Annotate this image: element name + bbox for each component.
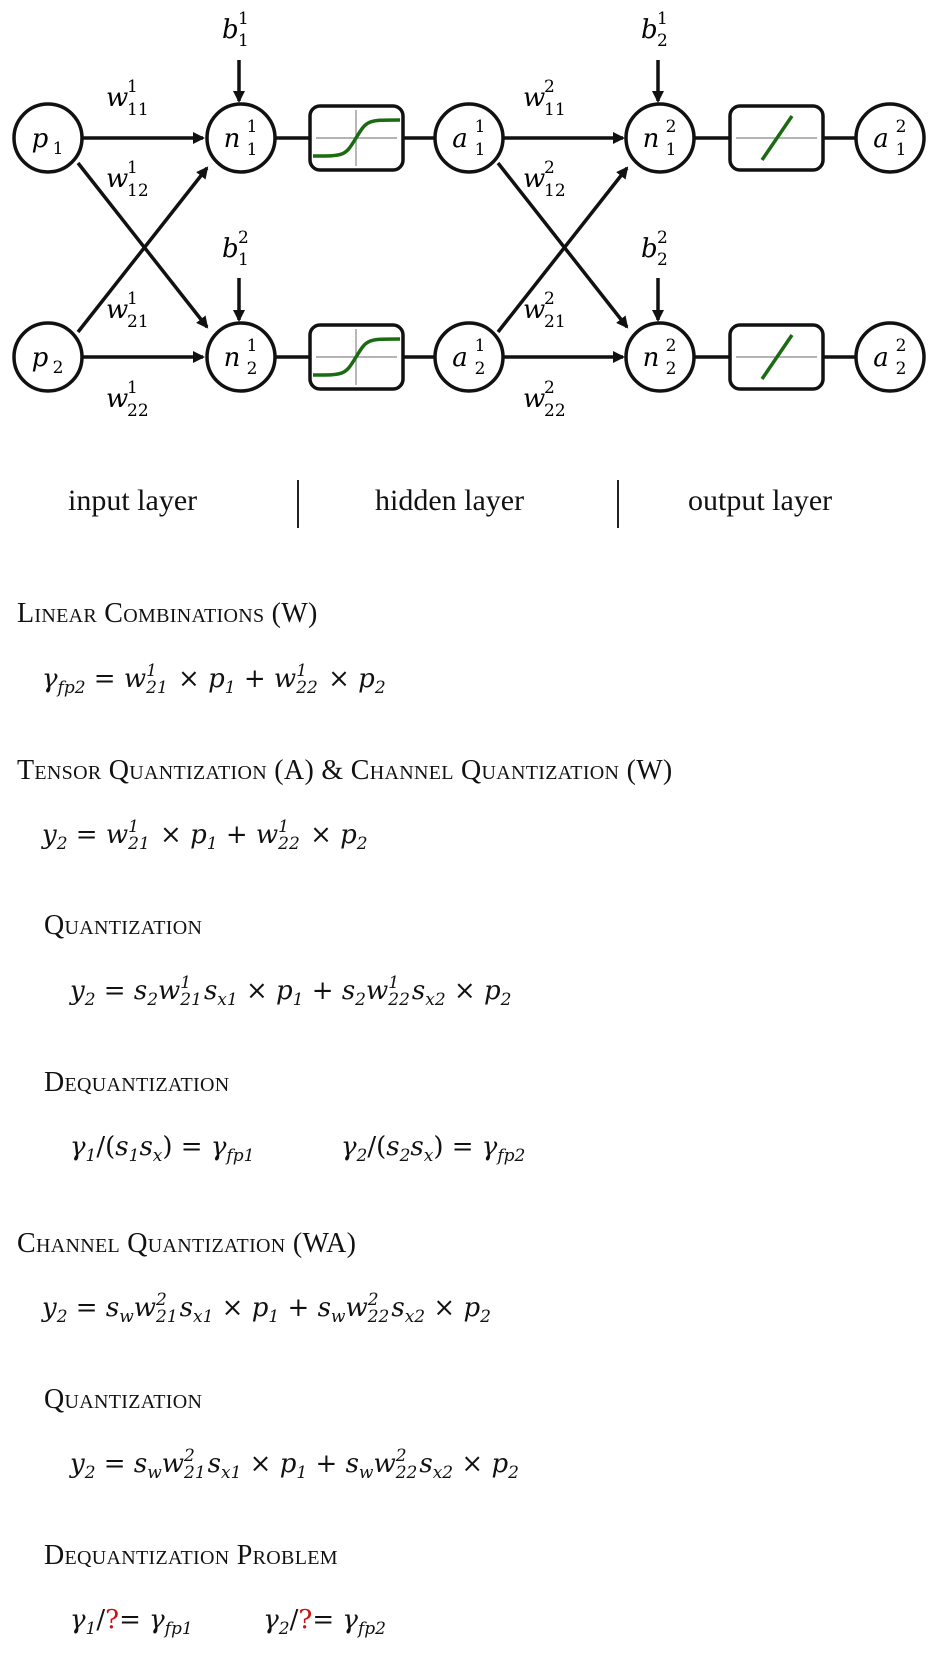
node-n12: [626, 104, 694, 172]
weight-label-w2-11: [523, 77, 566, 120]
equation-tensor: $y_2 = w$ 1 21 × $p_1 + w$ 1 22 × $p_2$: [42, 817, 368, 855]
node-a22: [856, 323, 924, 391]
section-heading-linear: Linear Combinations (W): [17, 598, 318, 629]
equation-linear: $\gamma_{fp2} = w$ 1 21 × $p_1 + w$ 1 22 × $p_2$: [42, 661, 386, 699]
svg-text:22: 22: [544, 401, 566, 421]
equation-tensor-dequantization: $\gamma_1/(s_1s_x) = \gamma_{fp1}$ $\gamma_2/(s_2s_x) = \gamma_{fp2}$: [70, 1132, 526, 1167]
output-layer-label: output layer: [688, 484, 833, 517]
svg-text:p: p: [31, 343, 49, 373]
node-n21: [207, 323, 275, 391]
svg-text:1: 1: [657, 9, 668, 29]
svg-text:b: b: [222, 15, 239, 45]
svg-text:b: b: [641, 15, 658, 45]
section-heading-channel: Channel Quantization (WA): [17, 1228, 357, 1259]
svg-text:22: 22: [127, 401, 149, 421]
svg-text:1: 1: [127, 77, 138, 97]
node-p2: [14, 323, 82, 391]
linear-activation-icon: [730, 106, 823, 170]
node-n22: [626, 323, 694, 391]
equation-channel: $y_2 = s_ww$ 2 21 $s_{x1} \times p_1 + s_ww$ 2 22 $s_{x2} \times p_2$: [42, 1290, 491, 1328]
svg-text:w: w: [523, 164, 546, 194]
svg-text:n: n: [642, 124, 660, 154]
svg-text:1: 1: [238, 9, 249, 29]
svg-text:1: 1: [238, 250, 249, 270]
section-heading-tensor: Tensor Quantization (A) & Channel Quantization (W): [17, 755, 673, 786]
neural-network-diagram: [0, 0, 935, 460]
svg-text:a: a: [873, 343, 889, 373]
svg-text:11: 11: [544, 100, 566, 120]
svg-text:2: 2: [665, 359, 677, 379]
svg-text:1: 1: [238, 31, 249, 51]
svg-text:2: 2: [246, 359, 258, 379]
svg-text:12: 12: [127, 181, 149, 201]
input-layer-label: input layer: [68, 484, 198, 517]
svg-text:1: 1: [246, 117, 258, 137]
svg-text:w: w: [106, 295, 129, 325]
node-p1: [14, 104, 82, 172]
layer-divider: [297, 480, 299, 528]
weight-label-w2-12: [523, 158, 566, 201]
svg-text:2: 2: [657, 228, 668, 248]
svg-text:a: a: [452, 343, 468, 373]
svg-text:w: w: [106, 164, 129, 194]
hidden-layer-label: hidden layer: [375, 484, 525, 517]
svg-text:2: 2: [544, 378, 555, 398]
svg-text:w: w: [523, 83, 546, 113]
weight-label-w2-22: [523, 378, 566, 421]
weight-label-w2-21: [523, 289, 566, 332]
svg-text:2: 2: [238, 228, 249, 248]
svg-text:1: 1: [246, 336, 258, 356]
svg-text:n: n: [223, 343, 241, 373]
svg-text:2: 2: [665, 117, 677, 137]
svg-text:b: b: [222, 234, 239, 264]
section-heading-tensor-dequantization: Dequantization: [44, 1067, 230, 1098]
svg-text:1: 1: [474, 117, 486, 137]
svg-text:12: 12: [544, 181, 566, 201]
svg-text:1: 1: [474, 140, 486, 160]
bias-label-b21: [641, 9, 668, 51]
svg-text:1: 1: [246, 140, 258, 160]
svg-text:2: 2: [474, 359, 486, 379]
svg-text:1: 1: [665, 140, 677, 160]
svg-text:2: 2: [895, 117, 907, 137]
svg-text:2: 2: [895, 336, 907, 356]
bias-label-b12: [222, 228, 249, 270]
equation-tensor-quantization: $y_2 = s_2w$ 1 21 $s_{x1} \times p_1 + s_2w$ 1 22 $s_{x2} \times p_2$: [70, 973, 512, 1011]
svg-text:2: 2: [895, 359, 907, 379]
sigmoid-activation-icon: [310, 325, 403, 389]
svg-text:a: a: [873, 124, 889, 154]
svg-text:b: b: [641, 234, 658, 264]
weight-label-w1-21: [106, 289, 149, 332]
svg-text:n: n: [223, 124, 241, 154]
svg-text:w: w: [523, 384, 546, 414]
svg-text:1: 1: [52, 139, 64, 159]
svg-text:2: 2: [657, 250, 668, 270]
layer-divider: [617, 480, 619, 528]
svg-text:1: 1: [127, 289, 138, 309]
node-n11: [207, 104, 275, 172]
svg-text:1: 1: [127, 158, 138, 178]
svg-text:2: 2: [657, 31, 668, 51]
svg-text:w: w: [106, 83, 129, 113]
svg-text:n: n: [642, 343, 660, 373]
weight-label-w1-12: [106, 158, 149, 201]
svg-text:11: 11: [127, 100, 149, 120]
svg-text:2: 2: [52, 358, 64, 378]
bias-label-b11: [222, 9, 249, 51]
node-a21: [435, 323, 503, 391]
svg-text:21: 21: [544, 312, 566, 332]
svg-text:1: 1: [127, 378, 138, 398]
svg-text:a: a: [452, 124, 468, 154]
weight-label-w1-11: [106, 77, 149, 120]
svg-text:2: 2: [544, 77, 555, 97]
equation-channel-quantization: $y_2 = s_ww$ 2 21 $s_{x1} \times p_1 + s_ww$ 2 22 $s_{x2} \times p_2$: [70, 1446, 519, 1484]
node-a11: [435, 104, 503, 172]
svg-text:2: 2: [665, 336, 677, 356]
svg-text:21: 21: [127, 312, 149, 332]
section-heading-dequantization-problem: Dequantization Problem: [44, 1540, 338, 1571]
problem-mark: ?: [105, 1605, 120, 1635]
svg-text:w: w: [106, 384, 129, 414]
weight-label-w1-22: [106, 378, 149, 421]
svg-text:2: 2: [544, 289, 555, 309]
equation-dequantization-problem: $\gamma_1/?= \gamma_{fp1}$ $\gamma_2/?= \gamma_{fp2}$: [70, 1605, 386, 1640]
sigmoid-activation-icon: [310, 106, 403, 170]
node-a12: [856, 104, 924, 172]
svg-text:1: 1: [895, 140, 907, 160]
bias-label-b22: [641, 228, 668, 270]
section-heading-tensor-quantization: Quantization: [44, 910, 203, 941]
svg-text:p: p: [31, 124, 49, 154]
svg-text:1: 1: [474, 336, 486, 356]
problem-mark: ?: [298, 1605, 313, 1635]
svg-text:2: 2: [544, 158, 555, 178]
section-heading-channel-quantization: Quantization: [44, 1384, 203, 1415]
svg-text:w: w: [523, 295, 546, 325]
linear-activation-icon: [730, 325, 823, 389]
